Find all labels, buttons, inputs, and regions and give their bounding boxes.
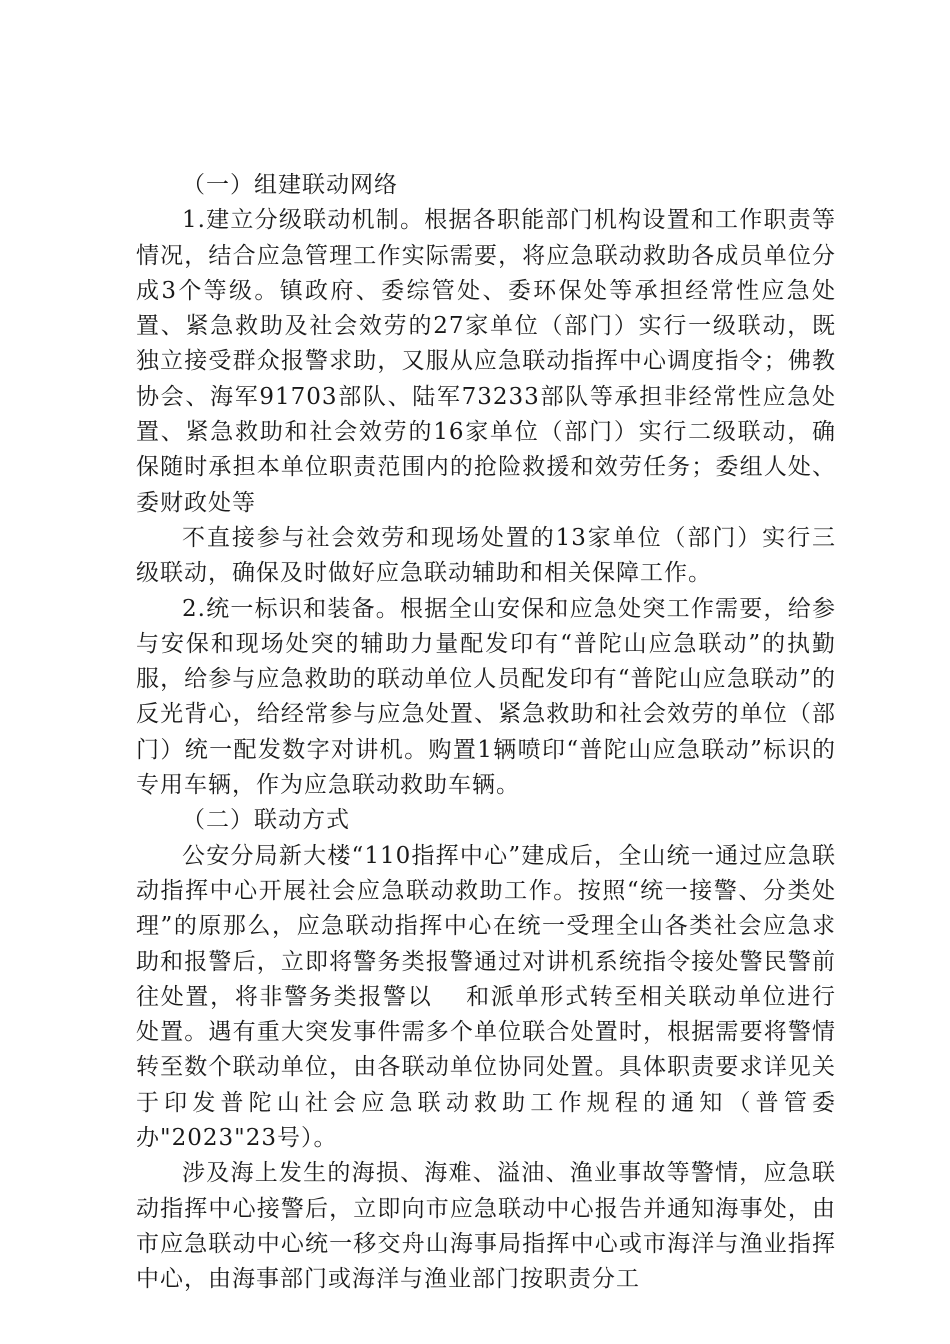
paragraph-5: 涉及海上发生的海损、海难、溢油、渔业事故等警情，应急联动指挥中心接警后，立即向市应急联动中心报告并通知海事处，由市应急联动中心统一移交舟山海事局指挥中心或市海洋与渔业指挥中心，由海事部门或海洋与渔业部门按职责分工 (136, 1160, 836, 1293)
paragraph-4: 公安分局新大楼“110指挥中心”建成后，全山统一通过应急联动指挥中心开展社会应急联动救助工作。按照“统一接警、分类处理”的原那么，应急联动指挥中心在统一受理全山各类社会应急求助和报警后，立即将警务类报警通过对讲机系统指令接处警民警前往处置，将非警务类报警以 和派单形式转至相关联动单位进行处置。遇有重大突发事件需多个单位联合处置时，根据需要将警情转至数个联动单位，由各联动单位协同处置。具体职责要求详见关于印发普陀山社会应急联动救助工作规程的通知（普管委办"2023"23号）。 (136, 842, 836, 1152)
section-heading-2: （二）联动方式 (182, 807, 350, 834)
paragraph-3: 2.统一标识和装备。根据全山安保和应急处突工作需要，给参与安保和现场处突的辅助力量配发印有“普陀山应急联动”的执勤服，给参与应急救助的联动单位人员配发印有“普陀山应急联动”的反光背心，给经常参与应急处置、紧急救助和社会效劳的单位（部门）统一配发数字对讲机。购置1辆喷印“普陀山应急联动”标识的专用车辆，作为应急联动救助车辆。 (136, 595, 836, 799)
paragraph-2: 不直接参与社会效劳和现场处置的13家单位（部门）实行三级联动，确保及时做好应急联动辅助和相关保障工作。 (136, 524, 836, 587)
section-heading-1: （一）组建联动网络 (182, 172, 398, 198)
document-body (136, 168, 836, 1298)
paragraph-1: 1.建立分级联动机制。根据各职能部门机构设置和工作职责等情况，结合应急管理工作实际需要，将应急联动救助各成员单位分成3个等级。镇政府、委综管处、委环保处等承担经常性应急处置、紧急救助及社会效劳的27家单位（部门）实行一级联动，既独立接受群众报警求助，又服从应急联动指挥中心调度指令；佛教协会、海军91703部队、陆军73233部队等承担非经常性应急处置、紧急救助和社会效劳的16家单位（部门）实行二级联动，确保随时承担本单位职责范围内的抢险救援和效劳任务；委组人处、委财政处等 (136, 207, 836, 516)
